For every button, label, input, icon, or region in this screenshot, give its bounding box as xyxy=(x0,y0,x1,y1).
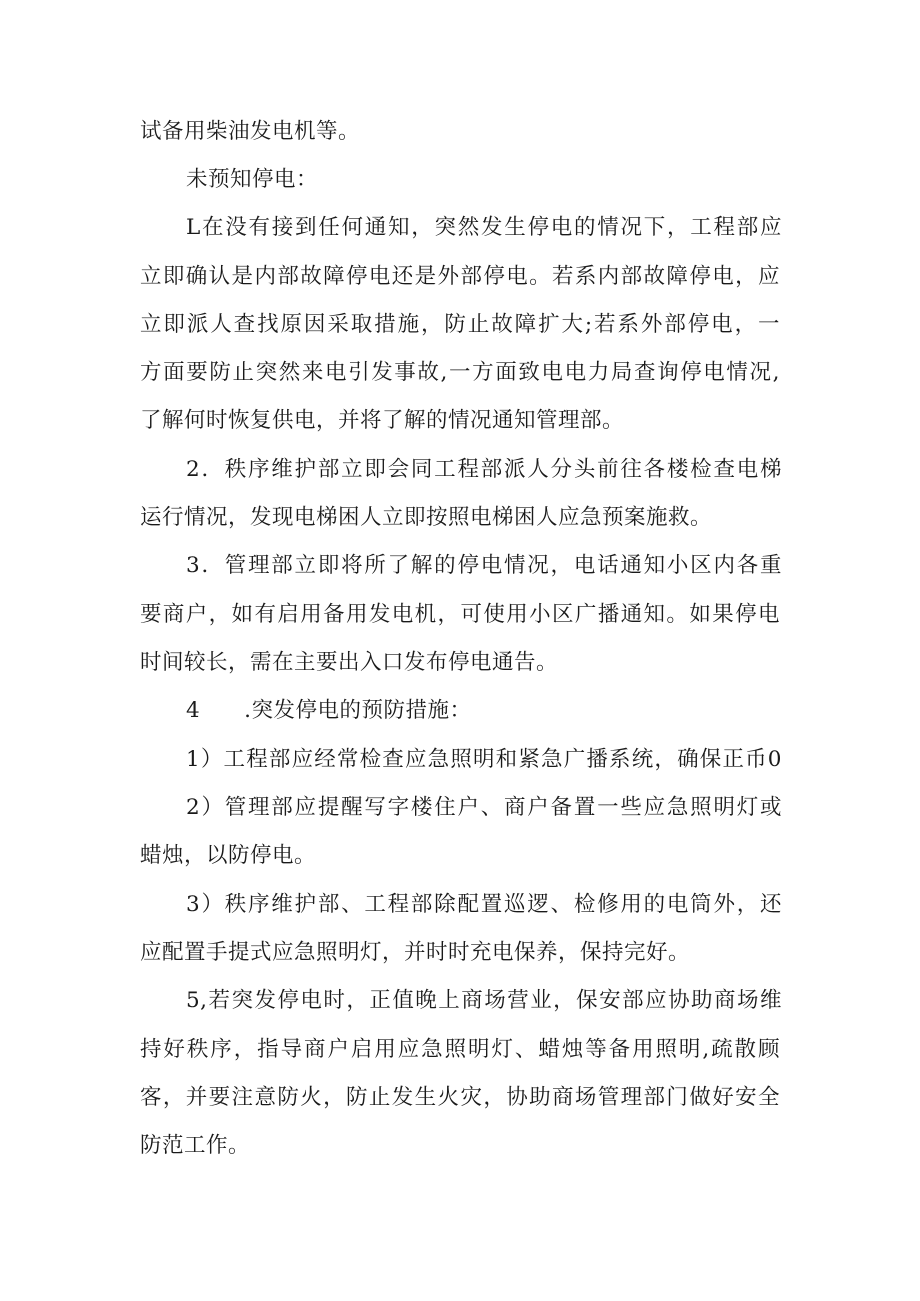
text-line-9 xyxy=(140,498,920,538)
text-line-4: 立即确认是内部故障停电还是外部停电。若系内部故障停电，应 xyxy=(140,264,780,289)
text-line-8: 2．秩序维护部立即会同工程部派人分头前往各楼检查电梯 xyxy=(186,457,782,482)
text-line-14: 1）工程部应经常检查应急照明和紧急广播系统，确保正币0 xyxy=(186,747,782,772)
text-line-12 xyxy=(140,643,920,683)
text-line-22 xyxy=(140,1126,920,1166)
text-line-17: 3）秩序维护部、工程部除配置巡逻、检修用的电筒外，还 xyxy=(186,892,782,917)
text-line-20: 持好秩序，指导商户启用应急照明灯、蜡烛等备用照明,疏散顾 xyxy=(140,1037,780,1062)
text-line-9-content: 运行情况，发现电梯困人立即按照电梯困人应急预案施救。 xyxy=(140,505,713,530)
text-line-18-content: 应配置手提式应急照明灯，并时时充电保养，保持完好。 xyxy=(140,940,691,965)
text-line-13-content: 4 .突发停电的预防措施： xyxy=(186,698,472,723)
text-line-1-content: 试备用柴油发电机等。 xyxy=(140,119,361,144)
text-line-2-content: 未预知停电： xyxy=(186,167,319,192)
text-line-19: 5,若突发停电时，正值晚上商场营业，保安部应协助商场维 xyxy=(186,988,782,1013)
text-line-7-content: 了解何时恢复供电，并将了解的情况通知管理部。 xyxy=(140,408,625,433)
text-line-11: 要商户，如有启用备用发电机，可使用小区广播通知。如果停电 xyxy=(140,602,780,627)
text-line-16 xyxy=(140,836,920,876)
text-line-21: 客，并要注意防火，防止发生火灾，协助商场管理部门做好安全 xyxy=(140,1085,780,1110)
text-line-12-content: 时间较长，需在主要出入口发布停电通告。 xyxy=(140,650,559,675)
text-line-16-content: 蜡烛，以防停电。 xyxy=(140,843,317,868)
text-line-6: 方面要防止突然来电引发事故,一方面致电电力局查询停电情况, xyxy=(140,360,780,385)
text-line-15: 2）管理部应提醒写字楼住户、商户备置一些应急照明灯或 xyxy=(186,795,782,820)
text-line-2 xyxy=(186,160,920,200)
text-line-7 xyxy=(140,401,920,441)
text-line-18 xyxy=(140,933,920,973)
text-line-13 xyxy=(186,691,920,731)
text-line-10: 3．管理部立即将所了解的停电情况，电话通知小区内各重 xyxy=(186,553,782,578)
text-line-22-content: 防范工作。 xyxy=(140,1133,251,1158)
text-line-3: L在没有接到任何通知，突然发生停电的情况下，工程部应 xyxy=(186,215,782,240)
text-line-5: 立即派人查找原因采取措施，防止故障扩大;若系外部停电，一 xyxy=(140,312,780,337)
text-line-1 xyxy=(140,112,920,152)
